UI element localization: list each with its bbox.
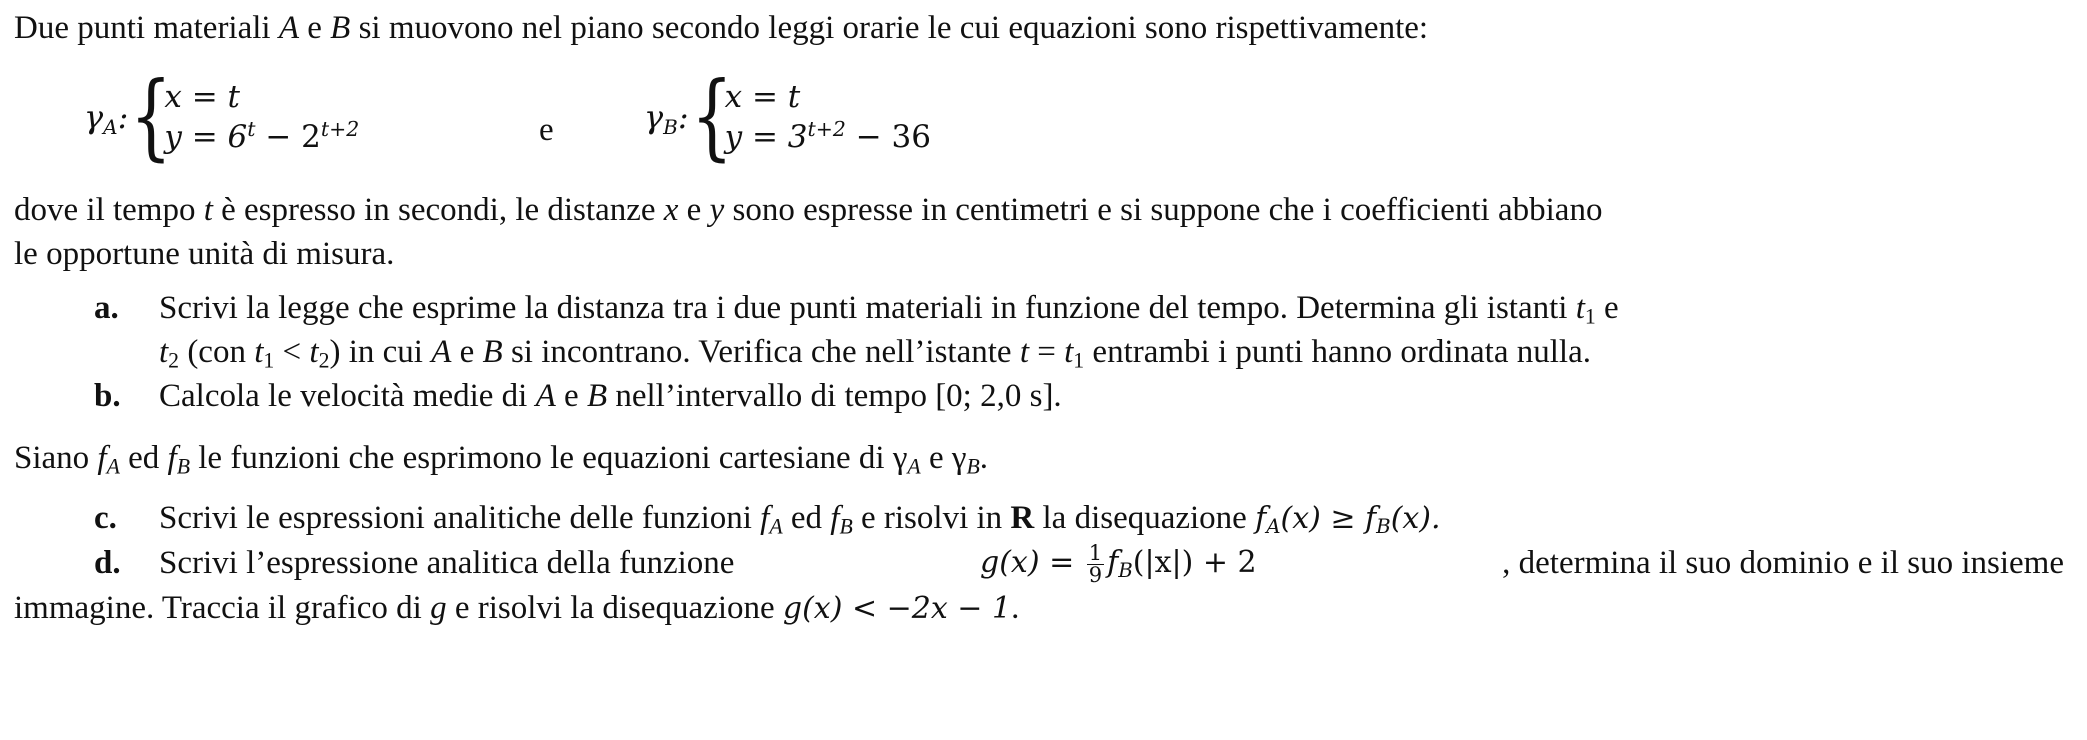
gamma-b-equations: [725, 77, 931, 157]
motion-equations: [14, 50, 2064, 188]
system-gamma-a: [84, 62, 360, 171]
question-b: b. Calcola le velocità medie di A e B nell’intervallo di tempo [0; 2,0 s].: [14, 374, 2064, 418]
left-brace-icon: {: [690, 62, 733, 171]
gamma-a-y: $y = 6^t - 2^{t+2}$: [164, 116, 360, 155]
conjunction-e: e: [539, 112, 554, 148]
functions-definition: Siano $f_A$ ed $f_B$ le funzioni che esprimono le equazioni cartesiane di $\gamma_A$ e $\gamma_B$.: [14, 440, 988, 479]
question-label: a.: [94, 290, 119, 326]
questions-ab: [14, 286, 2064, 418]
description-paragraph: dove il tempo t è espresso in secondi, le distanze x e y sono espresse in centimetri e si suppone che i coefficienti abbiano le opportune unità di misura.: [14, 192, 1603, 272]
exercise-page: [14, 6, 2064, 631]
question-d: d. Scrivi l’espressione analitica della funzione g(x) = $\frac{1}{9}$ $f_B(|x|) + 2$ , determina il suo dominio e il suo insieme immagine. Traccia il grafico di g e risolvi la disequazione g(x) < −2x − 1.: [14, 540, 2064, 626]
gamma-a-x: x = t: [164, 79, 240, 115]
intro-text: Due punti materiali A e B si muovono nel piano secondo leggi orarie le cui equazioni sono rispettivamente:: [14, 10, 1429, 46]
gamma-a-label: $\gamma_A$:: [84, 98, 129, 139]
gamma-b-x: x = t: [724, 79, 801, 115]
question-label: c.: [94, 500, 117, 536]
question-c: c. Scrivi le espressioni analitiche delle funzioni $f_A$ ed $f_B$ e risolvi in R la disequazione $f_A(x) \ge f_B(x)$.: [14, 496, 2064, 541]
fraction-one-ninth: $\frac{1}{9}$: [1088, 540, 1103, 587]
gamma-b-y: $y = 3^{t+2} - 36$: [724, 116, 932, 155]
gamma-b-label: $\gamma_B$:: [644, 98, 689, 139]
questions-cd: [14, 496, 2064, 631]
question-label: b.: [94, 378, 121, 414]
question-label: d.: [94, 545, 121, 581]
system-gamma-b: [644, 62, 932, 171]
question-a: a. Scrivi la legge che esprime la distanza tra i due punti materiali in funzione del tempo. Determina gli istanti $t_1$ e $t_2$ (con $t_1 < t_2$) in cui A e B si incontrano. Verifica che nell’istante $t = t_1$ entrambi i punti hanno ordinata nulla.: [14, 286, 2064, 374]
left-brace-icon: {: [130, 62, 173, 171]
gamma-a-equations: [164, 77, 359, 157]
